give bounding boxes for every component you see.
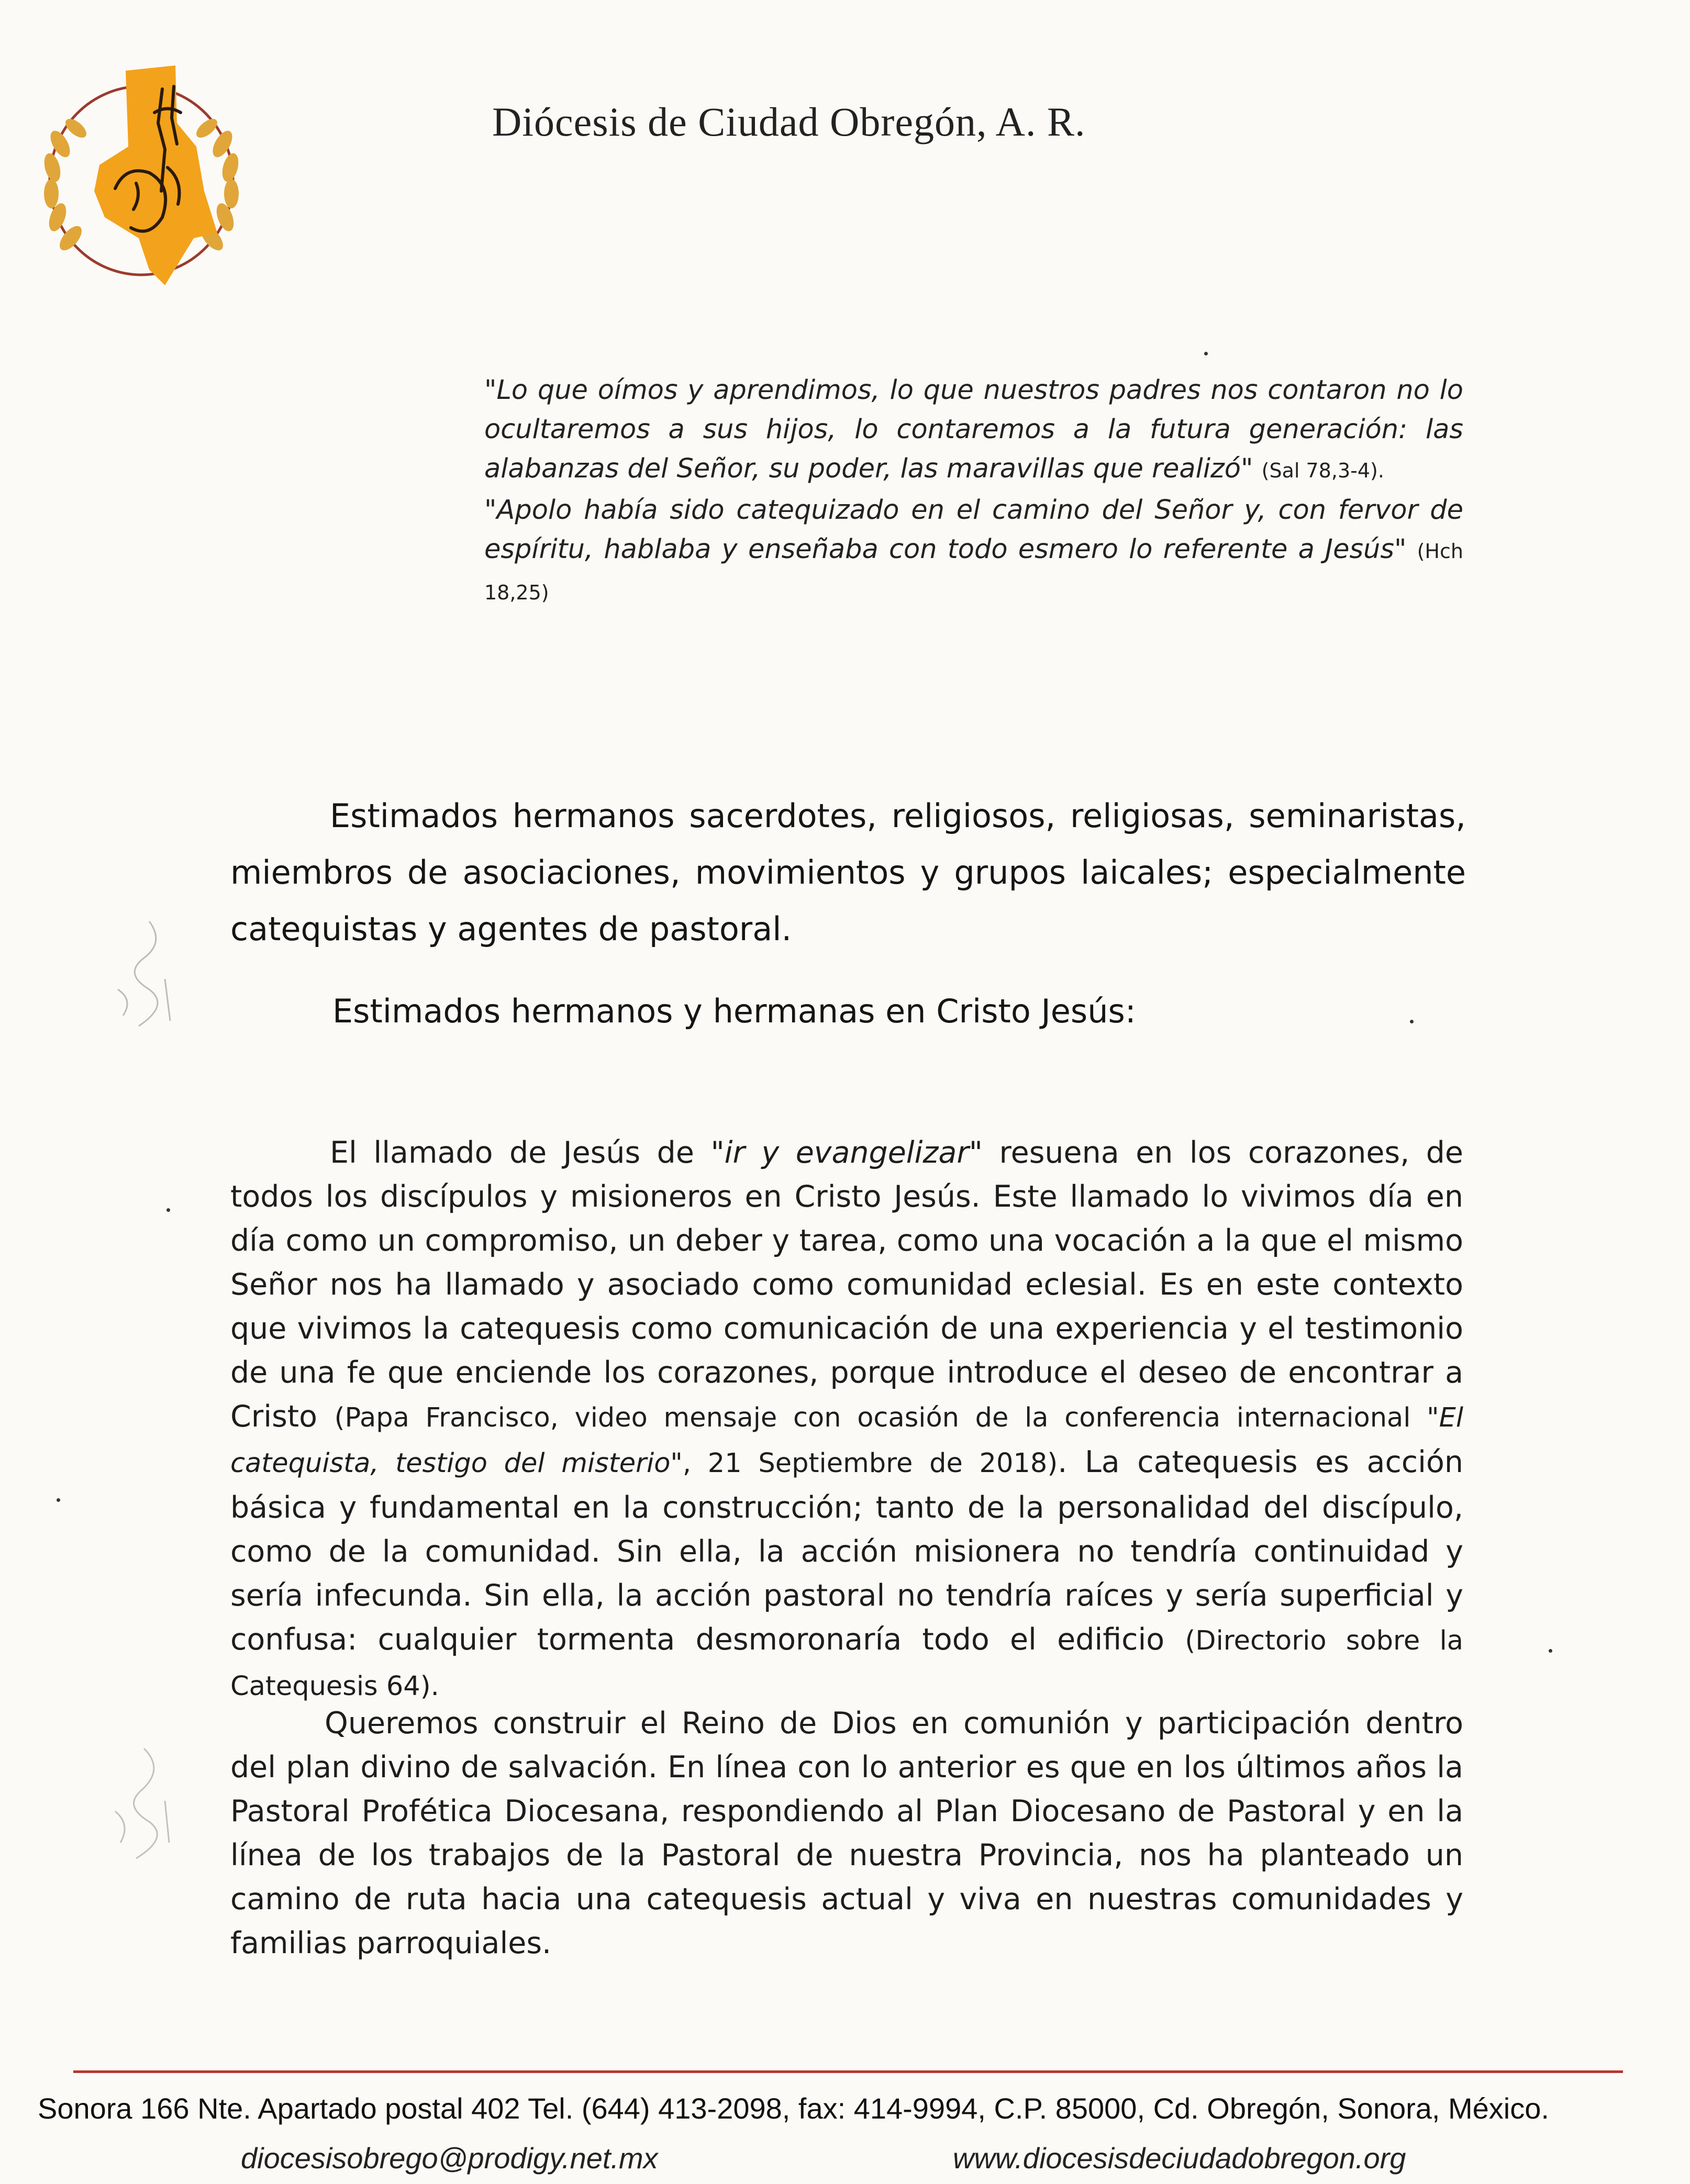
body-paragraph: Queremos construir el Reino de Dios en comunión y participación dentro del plan divino de salvación. En línea con lo anterior es que en los últimos años la Pastoral Profética Diocesana, respondiendo al Plan Diocesano de Pastoral y en la línea de los trabajos de la Pastoral de nuestra Provincia, nos ha planteado un camino de ruta hacia una catequesis actual y viva en nuestras comunidades y familias parroquiales. (230, 1706, 1463, 1960)
scan-speck (1549, 1649, 1552, 1653)
quote-citation: (Hch 18,25) (484, 540, 1463, 604)
footer-rule (73, 2070, 1623, 2073)
footer-address: Sonora 166 Nte. Apartado postal 402 Tel. (644) 413-2098, fax: 414-9994, C.P. 85000, Cd. Obregón, Sonora, México. (38, 2092, 1549, 2125)
quote-citation: (Sal 78,3-4). (1261, 459, 1384, 482)
scan-speck (166, 1208, 170, 1212)
footer-website[interactable]: www.diocesisdeciudadobregon.org (953, 2142, 1406, 2175)
margin-signature-mark (86, 911, 202, 1057)
paragraph-text: resuena en los corazones, de todos los discípulos y misioneros en Cristo Jesús. Este llamado lo vivimos día en día como un compromiso, un deber y tarea, como una vocación a la que el mismo Señor nos ha llamado y asociado como comunidad eclesial. Es en este contexto que vivimos la catequesis como comunicación de una experiencia y el testimonio de una fe que enciende los corazones, porque introduce el deseo de encontrar a Cristo (230, 1135, 1463, 1434)
scan-speck (1204, 352, 1208, 355)
reference-emphasis: "El catequista, testigo del misterio" (230, 1402, 1463, 1479)
scan-speck (57, 1498, 60, 1502)
salutation: Estimados hermanos sacerdotes, religiosos, religiosas, seminaristas, miembros de asociaciones, movimientos y grupos laicales; especialmente catequistas y agentes de pastoral. (230, 797, 1466, 948)
scan-speck (1410, 1020, 1414, 1023)
reference-text: , 21 Septiembre de 2018) (682, 1448, 1058, 1479)
margin-signature-mark (86, 1738, 202, 1885)
quote-text: "Lo que oímos y aprendimos, lo que nuestros padres nos contaron no lo ocultaremos a sus hijos, lo contaremos a la futura generación: las alabanzas del Señor, su poder, las maravillas que realizó" (484, 375, 1463, 484)
letterhead-title: Diócesis de Ciudad Obregón, A. R. (492, 99, 1086, 144)
diocese-logo (37, 60, 246, 291)
footer-email[interactable]: diocesisobrego@prodigy.net.mx (241, 2142, 658, 2175)
quote-psalm (484, 371, 1463, 491)
body-paragraph (230, 1131, 1463, 1709)
reference-text: (Papa Francisco, video mensaje con ocasión de la conferencia internacional (334, 1402, 1427, 1433)
quote-text: "Apolo había sido catequizado en el camino del Señor y, con fervor de espíritu, hablaba y enseñaba con todo esmero lo referente a Jesús" (484, 495, 1463, 565)
paragraph-text: El llamado de Jesús de (330, 1135, 711, 1170)
paragraph-emphasis: "ir y evangelizar" (710, 1135, 983, 1170)
scripture-quotes (484, 371, 1463, 612)
quote-acts (484, 491, 1463, 612)
paragraph-reference: (Directorio sobre la Catequesis 64). (230, 1625, 1463, 1702)
paragraph-text: . La catequesis es acción básica y fundamental en la construcción; tanto de la personalidad del discípulo, como de la comunidad. Sin ella, la acción misionera no tendría continuidad y sería infecunda. Sin ella, la acción pastoral no tendría raíces y sería superficial y confusa: cualquier tormenta desmoronaría todo el edificio (230, 1445, 1463, 1657)
greeting: Estimados hermanos y hermanas en Cristo Jesús: (332, 992, 1136, 1030)
